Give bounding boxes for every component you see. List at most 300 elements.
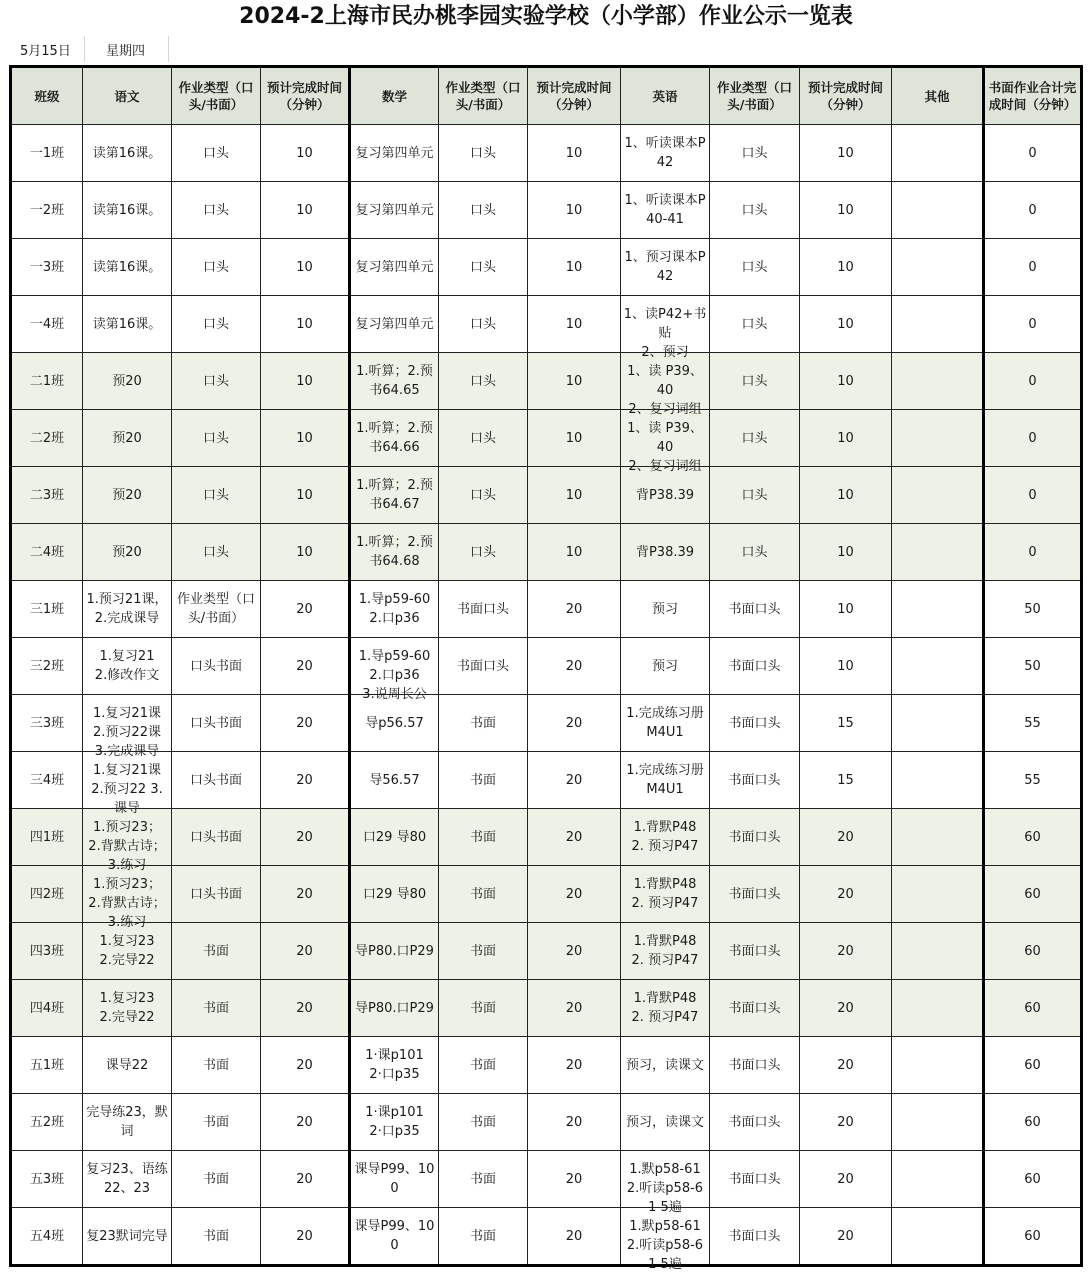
cell-text: 1.背默P48 2. 预习P47 xyxy=(631,820,699,854)
header-cell: 数学 xyxy=(350,67,439,125)
english-time-cell xyxy=(800,353,892,410)
cell-text: 预习，读课文 xyxy=(625,1114,704,1130)
cell-text: 10 xyxy=(837,658,854,674)
cell-text: 20 xyxy=(565,601,583,617)
cell-text: 书面口头 xyxy=(728,1057,781,1073)
english-time-cell xyxy=(800,296,892,353)
table-row xyxy=(11,125,1082,182)
chinese-homework-cell xyxy=(83,809,172,873)
class-cell xyxy=(11,1037,83,1094)
cell-text: 60 xyxy=(1024,1114,1041,1130)
math-homework-cell xyxy=(350,638,439,702)
cell-text: 20 xyxy=(837,943,854,959)
written-total-time-cell xyxy=(984,1094,1082,1151)
chinese-time-cell xyxy=(261,125,350,182)
table-row xyxy=(11,980,1082,1037)
table-row xyxy=(11,1208,1082,1266)
date-label: 5月15日 xyxy=(20,44,71,59)
math-type-cell xyxy=(439,1094,528,1151)
cell-text: 二4班 xyxy=(29,544,65,560)
other-cell xyxy=(892,410,984,467)
cell-text: 20 xyxy=(296,829,313,845)
cell-text: 20 xyxy=(296,1171,313,1187)
math-time-cell xyxy=(528,752,621,809)
cell-text: 复习第四单元 xyxy=(355,202,434,218)
chinese-time-cell xyxy=(261,866,350,923)
other-cell xyxy=(892,467,984,524)
chinese-time-cell xyxy=(261,1208,350,1266)
math-homework-cell xyxy=(350,410,439,467)
other-cell xyxy=(892,1037,984,1094)
english-time-cell xyxy=(800,1151,892,1208)
other-cell xyxy=(892,866,984,923)
cell-text: 口头 xyxy=(469,487,496,503)
other-cell xyxy=(892,695,984,752)
cell-text: 五4班 xyxy=(29,1228,65,1244)
cell-text: 四1班 xyxy=(29,829,65,845)
header-cell: 英语 xyxy=(621,67,710,125)
chinese-type-cell xyxy=(172,866,261,923)
chinese-time-cell xyxy=(261,1151,350,1208)
cell-text: 导P80.口P29 xyxy=(355,1000,434,1016)
cell-text: 1.复习21 2.修改作文 xyxy=(94,649,160,683)
math-time-cell xyxy=(528,1094,621,1151)
chinese-homework-cell xyxy=(83,410,172,467)
english-time-cell xyxy=(800,695,892,752)
cell-text: 20 xyxy=(296,1000,313,1016)
math-type-cell xyxy=(439,1037,528,1094)
math-type-cell xyxy=(439,809,528,866)
math-type-cell xyxy=(439,638,528,695)
cell-text: 10 xyxy=(296,316,313,332)
written-total-time-cell xyxy=(984,1151,1082,1208)
chinese-homework-cell xyxy=(83,182,172,239)
cell-text: 书面 xyxy=(469,1228,496,1244)
chinese-time-cell xyxy=(261,638,350,695)
chinese-time-cell xyxy=(261,467,350,524)
english-time-cell xyxy=(800,182,892,239)
cell-text: 1.导p59-60 2.口p36 3.说周长公 xyxy=(358,649,431,702)
cell-text: 五1班 xyxy=(29,1057,65,1073)
cell-text: 五3班 xyxy=(29,1171,65,1187)
cell-text: 20 xyxy=(565,829,583,845)
cell-text: 10 xyxy=(837,601,854,617)
cell-text: 0 xyxy=(1028,430,1037,446)
cell-text: 1.完成练习册M4U1 xyxy=(626,706,704,740)
cell-text: 0 xyxy=(1028,259,1037,275)
cell-text: 口头 xyxy=(202,259,229,275)
math-type-cell xyxy=(439,125,528,182)
cell-text: 0 xyxy=(1028,316,1037,332)
table-row xyxy=(11,524,1082,581)
other-cell xyxy=(892,980,984,1037)
chinese-type-cell xyxy=(172,410,261,467)
other-cell xyxy=(892,296,984,353)
english-type-cell xyxy=(710,296,800,353)
header-cell: 作业类型（口头/书面） xyxy=(439,67,528,125)
english-time-cell xyxy=(800,980,892,1037)
cell-text: 20 xyxy=(565,1057,583,1073)
written-total-time-cell xyxy=(984,980,1082,1037)
table-row xyxy=(11,467,1082,524)
math-time-cell xyxy=(528,980,621,1037)
english-type-cell xyxy=(710,980,800,1037)
cell-text: 口头 xyxy=(202,316,229,332)
table-row xyxy=(11,410,1082,467)
cell-text: 书面口头 xyxy=(728,658,781,674)
cell-text: 书面 xyxy=(469,886,496,902)
header-cell: 作业类型（口头/书面） xyxy=(172,67,261,125)
table-row xyxy=(11,296,1082,353)
other-cell xyxy=(892,1151,984,1208)
table-row xyxy=(11,752,1082,809)
cell-text: 书面 xyxy=(202,1171,229,1187)
english-homework-cell xyxy=(621,524,710,581)
cell-text: 三2班 xyxy=(29,658,65,674)
cell-text: 书面 xyxy=(202,1228,229,1244)
table-row xyxy=(11,638,1082,695)
cell-text: 口头 xyxy=(469,316,496,332)
chinese-homework-cell xyxy=(83,239,172,296)
cell-text: 口头书面 xyxy=(189,886,242,902)
english-homework-cell xyxy=(621,638,710,695)
cell-text: 书面口头 xyxy=(728,943,781,959)
english-homework-cell xyxy=(621,125,710,182)
table-row xyxy=(11,695,1082,752)
cell-text: 10 xyxy=(837,145,854,161)
english-type-cell xyxy=(710,467,800,524)
cell-text: 20 xyxy=(837,1171,854,1187)
cell-text: 口头书面 xyxy=(189,829,242,845)
english-type-cell xyxy=(710,866,800,923)
math-time-cell xyxy=(528,809,621,866)
cell-text: 1.听算；2.预书64.68 xyxy=(356,535,433,569)
cell-text: 1、听读课本P40-41 xyxy=(624,193,706,227)
cell-text: 背P38.39 xyxy=(635,487,695,503)
header-cell: 作业类型（口头/书面） xyxy=(710,67,800,125)
english-type-cell xyxy=(710,1208,800,1266)
cell-text: 口头 xyxy=(741,259,768,275)
cell-text: 0 xyxy=(1028,145,1037,161)
written-total-time-cell xyxy=(984,638,1082,695)
class-cell xyxy=(11,467,83,524)
english-time-cell xyxy=(800,581,892,638)
math-type-cell xyxy=(439,239,528,296)
english-type-cell xyxy=(710,752,800,809)
math-time-cell xyxy=(528,467,621,524)
cell-text: 0 xyxy=(1028,544,1037,560)
math-homework-cell xyxy=(350,296,439,353)
other-cell xyxy=(892,809,984,866)
cell-text: 10 xyxy=(837,430,854,446)
cell-text: 20 xyxy=(565,715,583,731)
math-time-cell xyxy=(528,1151,621,1208)
cell-text: 书面口头 xyxy=(728,1228,781,1244)
math-type-cell xyxy=(439,182,528,239)
written-total-time-cell xyxy=(984,809,1082,866)
class-cell xyxy=(11,809,83,866)
chinese-homework-cell xyxy=(83,1094,172,1151)
table-row xyxy=(11,239,1082,296)
cell-text: 10 xyxy=(837,487,854,503)
math-time-cell xyxy=(528,353,621,410)
class-cell xyxy=(11,1094,83,1151)
cell-text: 60 xyxy=(1024,943,1041,959)
cell-text: 口头 xyxy=(741,145,768,161)
cell-text: 20 xyxy=(837,886,854,902)
cell-text: 读第16课。 xyxy=(92,259,162,275)
other-cell xyxy=(892,182,984,239)
cell-text: 1.复习21课 2.预习22 3.课导 xyxy=(91,763,163,816)
class-cell xyxy=(11,866,83,923)
cell-text: 10 xyxy=(565,316,583,332)
other-cell xyxy=(892,353,984,410)
table-row xyxy=(11,182,1082,239)
cell-text: 口头 xyxy=(469,430,496,446)
english-homework-cell xyxy=(621,1151,710,1215)
chinese-homework-cell xyxy=(83,752,172,816)
cell-text: 书面 xyxy=(469,1057,496,1073)
cell-text: 导p56.57 xyxy=(365,715,424,731)
cell-text: 15 xyxy=(837,715,854,731)
header-cell: 班级 xyxy=(11,67,83,125)
chinese-type-cell xyxy=(172,353,261,410)
cell-text: 书面 xyxy=(469,715,496,731)
other-cell xyxy=(892,752,984,809)
written-total-time-cell xyxy=(984,239,1082,296)
cell-text: 预20 xyxy=(112,373,142,389)
math-type-cell xyxy=(439,752,528,809)
cell-text: 20 xyxy=(837,1228,854,1244)
cell-text: 三3班 xyxy=(29,715,65,731)
cell-text: 20 xyxy=(837,1114,854,1130)
chinese-time-cell xyxy=(261,923,350,980)
english-homework-cell xyxy=(621,809,710,866)
cell-text: 1、读 P39、40 2、复习词组 xyxy=(627,421,703,474)
cell-text: 书面口头 xyxy=(728,1114,781,1130)
chinese-homework-cell xyxy=(83,695,172,759)
math-time-cell xyxy=(528,1037,621,1094)
math-type-cell xyxy=(439,1151,528,1208)
chinese-homework-cell xyxy=(83,980,172,1037)
other-cell xyxy=(892,125,984,182)
math-homework-cell xyxy=(350,182,439,239)
english-time-cell xyxy=(800,638,892,695)
chinese-time-cell xyxy=(261,353,350,410)
class-cell xyxy=(11,410,83,467)
english-type-cell xyxy=(710,182,800,239)
cell-text: 10 xyxy=(296,544,313,560)
cell-text: 书面 xyxy=(469,1000,496,1016)
english-time-cell xyxy=(800,524,892,581)
cell-text: 10 xyxy=(565,487,583,503)
class-cell xyxy=(11,1208,83,1266)
cell-text: 五2班 xyxy=(29,1114,65,1130)
cell-text: 60 xyxy=(1024,1228,1041,1244)
cell-text: 0 xyxy=(1028,487,1037,503)
english-homework-cell xyxy=(621,1094,710,1151)
math-homework-cell xyxy=(350,125,439,182)
english-homework-cell xyxy=(621,182,710,239)
cell-text: 口头 xyxy=(202,430,229,446)
weekday-label: 星期四 xyxy=(106,44,146,59)
table-row xyxy=(11,1151,1082,1208)
english-time-cell xyxy=(800,809,892,866)
chinese-type-cell xyxy=(172,695,261,752)
cell-text: 20 xyxy=(296,715,313,731)
cell-text: 10 xyxy=(565,145,583,161)
math-homework-cell xyxy=(350,1208,439,1266)
math-time-cell xyxy=(528,581,621,638)
written-total-time-cell xyxy=(984,296,1082,353)
math-time-cell xyxy=(528,296,621,353)
cell-text: 书面 xyxy=(469,943,496,959)
cell-text: 20 xyxy=(837,829,854,845)
date-row xyxy=(0,36,1092,62)
cell-text: 口头 xyxy=(469,259,496,275)
math-time-cell xyxy=(528,638,621,695)
chinese-homework-cell xyxy=(83,1037,172,1094)
cell-text: 10 xyxy=(565,430,583,446)
other-cell xyxy=(892,923,984,980)
math-homework-cell xyxy=(350,1151,439,1208)
chinese-time-cell xyxy=(261,239,350,296)
math-time-cell xyxy=(528,695,621,752)
cell-text: 1.预习21课，2.完成课导 xyxy=(86,592,168,626)
cell-text: 导56.57 xyxy=(369,772,420,788)
english-homework-cell xyxy=(621,980,710,1037)
math-homework-cell xyxy=(350,581,444,638)
math-time-cell xyxy=(528,1208,621,1266)
chinese-time-cell xyxy=(261,296,350,353)
cell-text: 书面口头 xyxy=(728,886,781,902)
cell-text: 预20 xyxy=(112,487,142,503)
cell-text: 1.完成练习册M4U1 xyxy=(626,763,704,797)
written-total-time-cell xyxy=(984,524,1082,581)
cell-text: 书面 xyxy=(469,772,496,788)
cell-text: 10 xyxy=(296,487,313,503)
table-row xyxy=(11,581,1082,638)
cell-text: 书面口头 xyxy=(728,601,781,617)
written-total-time-cell xyxy=(984,1037,1082,1094)
class-cell xyxy=(11,695,83,752)
math-homework-cell xyxy=(350,524,439,581)
cell-text: 预20 xyxy=(112,430,142,446)
cell-text: 1.预习23； 2.背默古诗；3.练习 xyxy=(88,877,166,930)
cell-text: 复23默词完导 xyxy=(86,1228,168,1244)
cell-text: 口头 xyxy=(741,487,768,503)
english-homework-cell xyxy=(621,353,710,417)
cell-text: 书面口头 xyxy=(456,601,509,617)
math-type-cell xyxy=(439,1208,528,1266)
cell-text: 口头 xyxy=(202,544,229,560)
math-homework-cell xyxy=(350,980,439,1037)
chinese-type-cell xyxy=(172,182,261,239)
cell-text: 四4班 xyxy=(29,1000,65,1016)
chinese-homework-cell xyxy=(83,581,172,638)
cell-text: 1.听算；2.预书64.67 xyxy=(356,478,433,512)
cell-text: 60 xyxy=(1024,1171,1041,1187)
cell-text: 课导P99、100 xyxy=(354,1219,435,1253)
english-type-cell xyxy=(710,1151,800,1208)
cell-text: 10 xyxy=(565,373,583,389)
chinese-type-cell xyxy=(172,524,261,581)
cell-text: 50 xyxy=(1024,658,1041,674)
english-homework-cell xyxy=(621,866,710,923)
table-row xyxy=(11,353,1082,410)
cell-text: 0 xyxy=(1028,373,1037,389)
math-time-cell xyxy=(528,125,621,182)
header-cell: 预计完成时间（分钟） xyxy=(800,67,892,125)
math-homework-cell xyxy=(350,239,439,296)
cell-text: 一4班 xyxy=(29,316,65,332)
english-type-cell xyxy=(710,1094,800,1151)
cell-text: 60 xyxy=(1024,1000,1041,1016)
cell-text: 背P38.39 xyxy=(635,544,695,560)
math-homework-cell xyxy=(350,353,439,410)
cell-text: 书面口头 xyxy=(728,772,781,788)
english-homework-cell xyxy=(621,923,710,980)
class-cell xyxy=(11,752,83,809)
cell-text: 1.听算；2.预书64.65 xyxy=(356,364,433,398)
cell-text: 1、读P42+书贴 2、预习 xyxy=(623,307,707,360)
cell-text: 三1班 xyxy=(29,601,65,617)
chinese-homework-cell xyxy=(83,353,172,410)
cell-text: 口头 xyxy=(202,487,229,503)
table-row xyxy=(11,1037,1082,1094)
cell-text: 口头书面 xyxy=(189,772,242,788)
cell-text: 四3班 xyxy=(29,943,65,959)
class-cell xyxy=(11,239,83,296)
homework-table xyxy=(9,65,1083,1272)
chinese-time-cell xyxy=(261,980,350,1037)
chinese-type-cell xyxy=(172,809,261,866)
class-cell xyxy=(11,980,83,1037)
written-total-time-cell xyxy=(984,1208,1082,1266)
cell-text: 20 xyxy=(296,1228,313,1244)
cell-text: 10 xyxy=(837,373,854,389)
english-homework-cell xyxy=(621,410,710,474)
chinese-time-cell xyxy=(261,695,350,752)
cell-text: 10 xyxy=(296,373,313,389)
english-type-cell xyxy=(710,239,800,296)
math-type-cell xyxy=(439,524,528,581)
chinese-time-cell xyxy=(261,1094,350,1151)
english-type-cell xyxy=(710,125,800,182)
chinese-homework-cell xyxy=(83,923,172,980)
cell-text: 20 xyxy=(565,1000,583,1016)
class-cell xyxy=(11,524,83,581)
math-homework-cell xyxy=(350,1094,439,1151)
chinese-type-cell xyxy=(172,296,261,353)
cell-text: 读第16课。 xyxy=(92,145,162,161)
cell-text: 导P80.口P29 xyxy=(355,943,434,959)
cell-text: 书面 xyxy=(469,829,496,845)
cell-text: 书面 xyxy=(202,1000,229,1016)
cell-text: 1.复习23 2.完导22 xyxy=(99,991,155,1025)
written-total-time-cell xyxy=(984,410,1082,467)
math-type-cell xyxy=(439,296,528,353)
table-row xyxy=(11,809,1082,866)
math-type-cell xyxy=(439,353,528,410)
cell-text: 1·课p101 2·口p35 xyxy=(365,1048,424,1082)
math-time-cell xyxy=(528,923,621,980)
cell-text: 1.默p58-61 2.听读p58-61 5遍 xyxy=(626,1219,704,1272)
chinese-type-cell xyxy=(172,923,261,980)
written-total-time-cell xyxy=(984,467,1082,524)
cell-text: 口头 xyxy=(469,373,496,389)
other-cell xyxy=(892,581,984,638)
